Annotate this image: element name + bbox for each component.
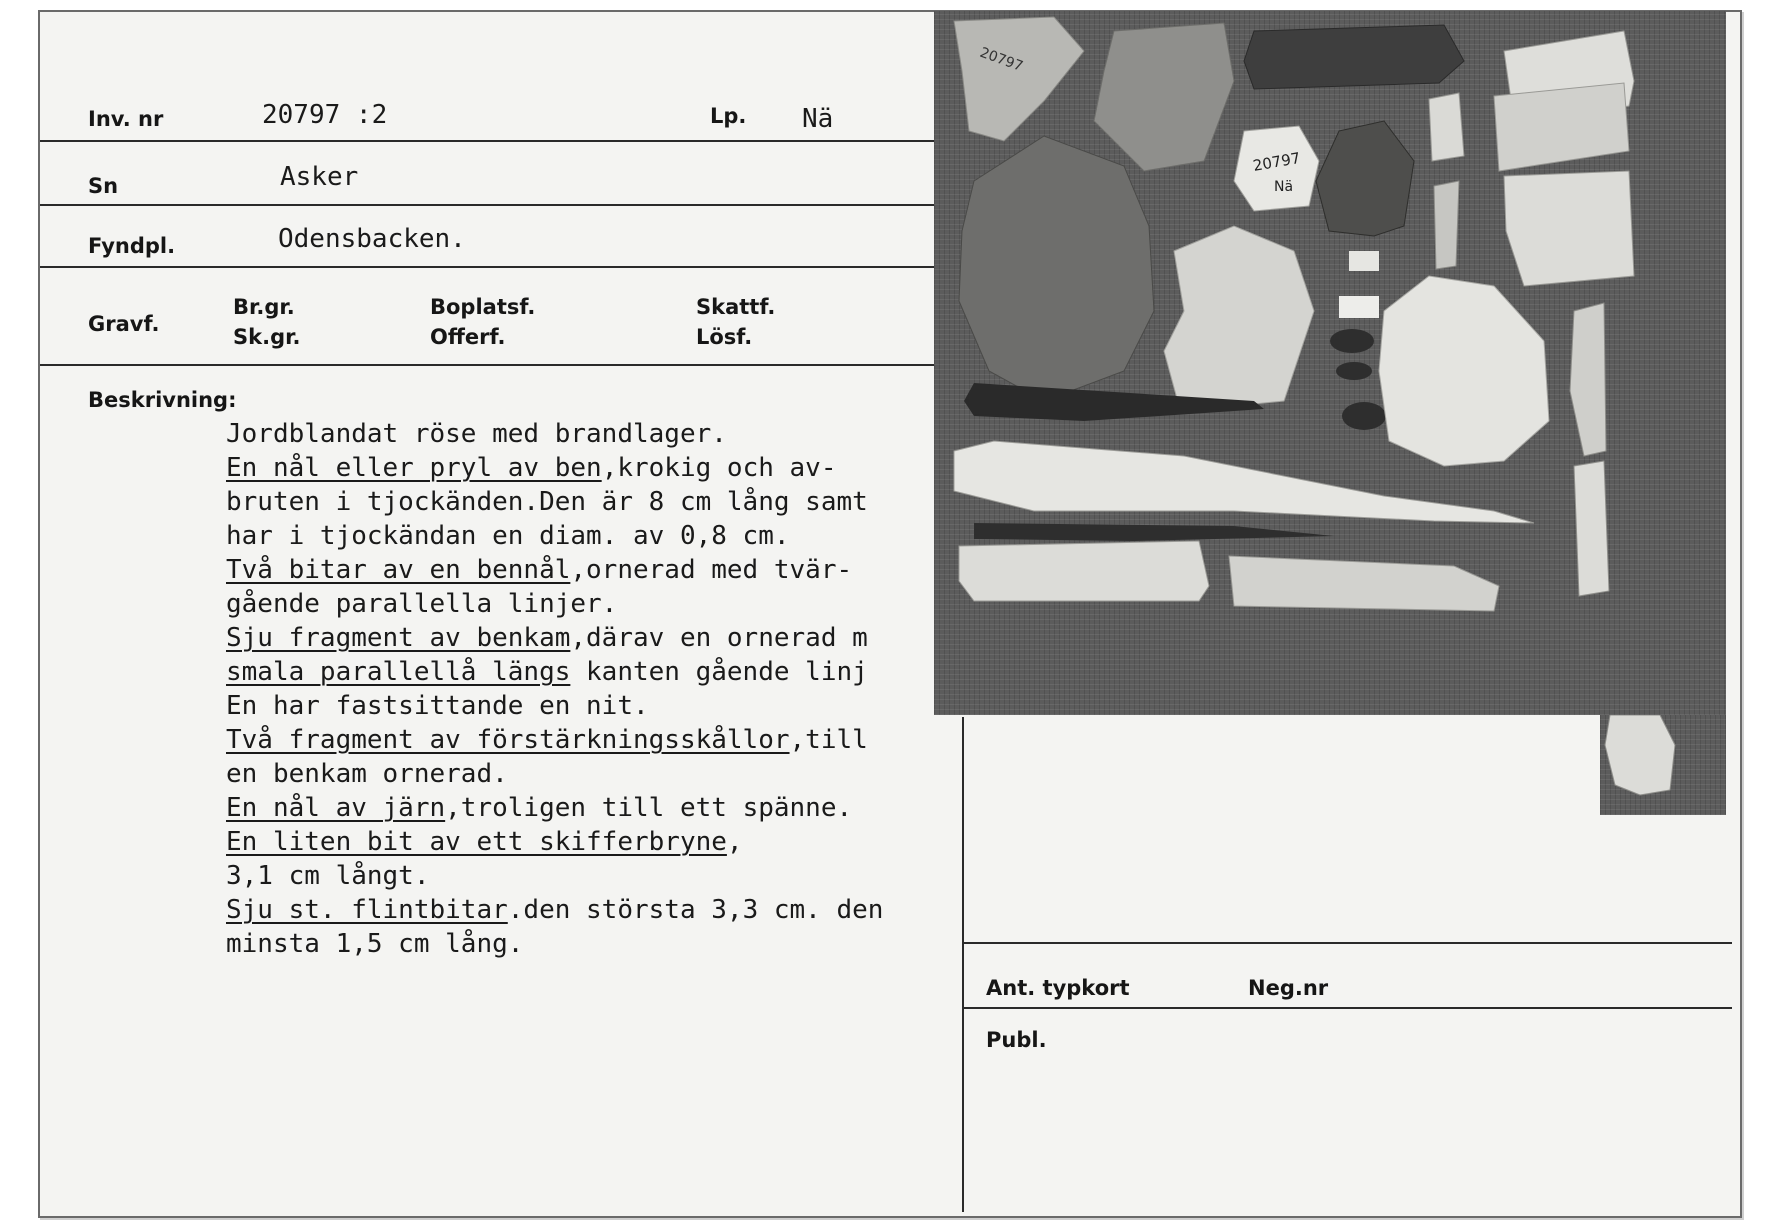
row-divider: [40, 140, 940, 142]
fyndpl-value: Odensbacken.: [278, 224, 466, 254]
description-line: En nål eller pryl av ben,krokig och av-: [226, 453, 837, 483]
description-line: bruten i tjockänden.Den är 8 cm lång samt: [226, 487, 868, 517]
description-line: En har fastsittande en nit.: [226, 691, 649, 721]
fyndpl-label: Fyndpl.: [88, 234, 176, 258]
bone-comb-fragment: [1494, 83, 1629, 171]
skattf-label: Skattf.: [696, 295, 776, 319]
description-line: 3,1 cm långt.: [226, 861, 430, 891]
iron-fragment: [1336, 362, 1372, 380]
artifact-label: 20797: [1251, 148, 1302, 175]
box-divider: [962, 1007, 1732, 1009]
flint-fragment: [1094, 23, 1234, 171]
whetstone-fragment: [1244, 25, 1464, 89]
description-line: Sju st. flintbitar.den största 3,3 cm. den: [226, 895, 884, 925]
artifact-photo-extension: [1600, 715, 1726, 815]
gravf-label: Gravf.: [88, 312, 160, 336]
sn-label: Sn: [88, 174, 119, 198]
iron-fragment: [1342, 402, 1386, 430]
bone-comb-fragment: [1504, 171, 1634, 286]
description-line: En liten bit av ett skifferbryne,: [226, 827, 743, 857]
iron-fragment: [1330, 329, 1374, 353]
description-line: Två bitar av en bennål,ornerad med tvär-: [226, 555, 853, 585]
brgr-label: Br.gr.: [233, 295, 295, 319]
beskrivning-label: Beskrivning:: [88, 388, 237, 412]
row-divider: [40, 364, 940, 366]
description-line: Två fragment av förstärkningsskållor,till: [226, 725, 868, 755]
row-divider: [40, 266, 940, 268]
comb-reinforcement-plate: [1379, 276, 1549, 466]
artifact-label: Nä: [1274, 179, 1294, 195]
description-line: minsta 1,5 cm lång.: [226, 929, 524, 959]
bone-comb-fragment: [1605, 715, 1675, 795]
publ-label: Publ.: [986, 1028, 1047, 1052]
skgr-label: Sk.gr.: [233, 325, 301, 349]
ant-typkort-label: Ant. typkort: [986, 976, 1130, 1000]
description-line: Sju fragment av benkam,därav en ornerad m: [226, 623, 868, 653]
box-left-border: [962, 717, 964, 1212]
description-line: en benkam ornerad.: [226, 759, 508, 789]
description-line: En nål av järn,troligen till ett spänne.: [226, 793, 853, 823]
description-line: har i tjockändan en diam. av 0,8 cm.: [226, 521, 790, 551]
bone-comb-fragment: [1434, 181, 1459, 269]
flint-fragment: [1316, 121, 1414, 236]
inv-value: 20797 :2: [262, 100, 388, 130]
flint-chip: [1339, 296, 1379, 318]
offerf-label: Offerf.: [430, 325, 506, 349]
losf-label: Lösf.: [696, 325, 753, 349]
boplatsf-label: Boplatsf.: [430, 295, 536, 319]
sn-value: Asker: [280, 162, 359, 192]
lp-value: Nä: [802, 104, 834, 134]
description-line: smala parallellå längs kanten gående linj: [226, 657, 868, 687]
flint-chip: [1349, 251, 1379, 271]
artifact-label: 20797: [977, 44, 1025, 75]
row-divider: [40, 204, 940, 206]
bone-comb-fragment: [1429, 93, 1464, 161]
bone-needle-fragment: [1229, 556, 1499, 611]
negnr-label: Neg.nr: [1248, 976, 1329, 1000]
bone-needle-fragment: [959, 541, 1209, 601]
box-divider: [962, 942, 1732, 944]
flint-fragment: [959, 136, 1154, 401]
description-line: gående parallella linjer.: [226, 589, 618, 619]
flint-fragment: [1164, 226, 1314, 406]
lp-label: Lp.: [710, 104, 747, 128]
bone-pin-fragment: [1574, 461, 1609, 596]
description-line: Jordblandat röse med brandlager.: [226, 419, 727, 449]
shadow-strip: [974, 523, 1334, 541]
flint-fragment: [954, 17, 1084, 141]
inv-label: Inv. nr: [88, 107, 164, 131]
artifact-photo: [934, 11, 1726, 715]
bone-pin-fragment: [1570, 303, 1606, 456]
